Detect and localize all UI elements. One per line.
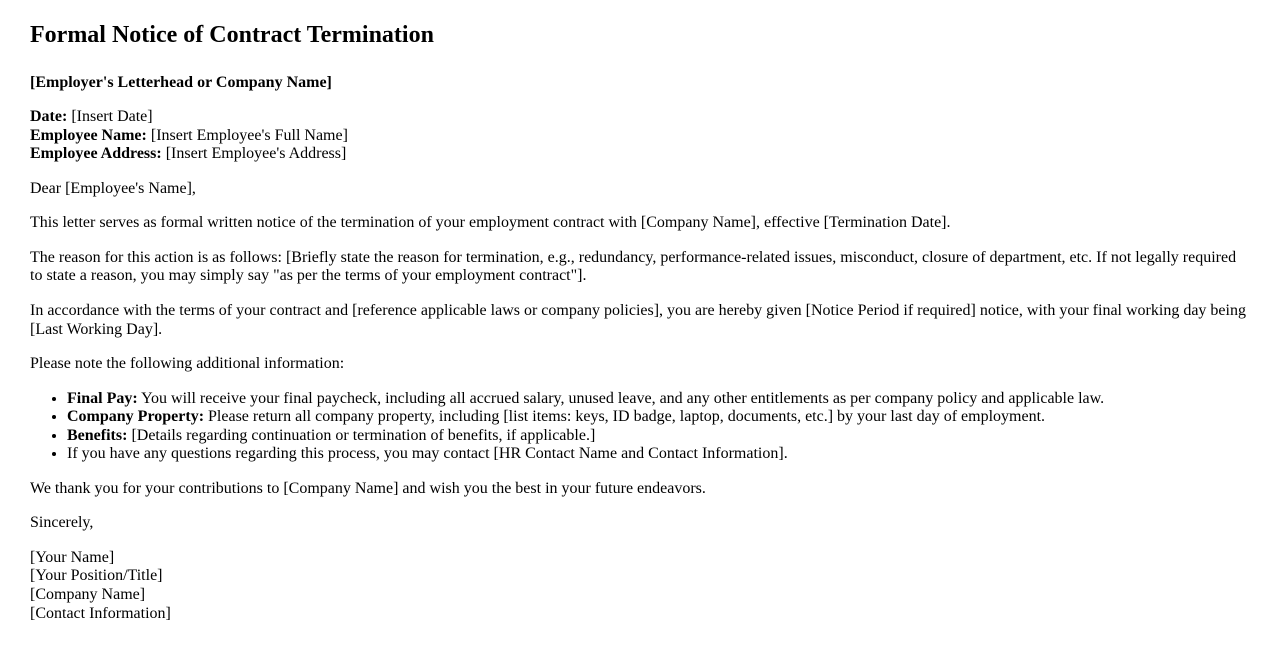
list-item-final-pay — [67, 390, 1252, 409]
list-item-company-property — [67, 408, 1252, 427]
list-item-company-property-text: Please return all company property, including [list items: keys, ID badge, laptop, documents, etc.] by your last day of employment. — [204, 408, 1046, 426]
list-item-final-pay-label: Final Pay: — [67, 389, 138, 407]
signoff: Sincerely, — [30, 514, 94, 532]
meta-employee-name-label: Employee Name: — [30, 126, 147, 144]
paragraph-reason: The reason for this action is as follows: [Briefly state the reason for termination, e.g., redundancy, performance-related issues, misconduct, closure of department, etc. If not legally required to state a reason, you may simply say "as per the terms of your employment contract"]. — [30, 248, 1237, 285]
meta-employee-name-value: [Insert Employee's Full Name] — [146, 126, 348, 144]
meta-block — [30, 108, 1252, 164]
list-item-benefits-text: [Details regarding continuation or termination of benefits, if applicable.] — [127, 426, 596, 444]
paragraph-termination-notice: This letter serves as formal written notice of the termination of your employment contract with [Company Name], effective [Termination Date]. — [30, 214, 951, 232]
meta-date-label: Date: — [30, 108, 68, 126]
additional-info-list — [30, 390, 1252, 464]
signature-position: [Your Position/Title] — [30, 567, 163, 585]
signature-company: [Company Name] — [30, 585, 146, 603]
paragraph-closing-thanks: We thank you for your contributions to [Company Name] and wish you the best in your future endeavors. — [30, 479, 706, 497]
signature-name: [Your Name] — [30, 548, 115, 566]
list-item-final-pay-text: You will receive your final paycheck, including all accrued salary, unused leave, and any other entitlements as per company policy and applicable law. — [137, 389, 1105, 407]
letterhead-placeholder: [Employer's Letterhead or Company Name] — [30, 73, 332, 91]
list-item-benefits-label: Benefits: — [67, 426, 128, 444]
document-title: Formal Notice of Contract Termination — [30, 22, 434, 48]
meta-date-line — [30, 108, 1252, 127]
signature-block — [30, 549, 1252, 623]
list-item-benefits — [67, 427, 1252, 446]
signature-contact: [Contact Information] — [30, 604, 171, 622]
paragraph-notice-period: In accordance with the terms of your contract and [reference applicable laws or company policies], you are hereby given [Notice Period if required] notice, with your final working day being [Last Working Day]. — [30, 301, 1246, 338]
salutation: Dear [Employee's Name], — [30, 179, 196, 197]
paragraph-additional-info-intro: Please note the following additional information: — [30, 355, 345, 373]
meta-employee-address-label: Employee Address: — [30, 145, 162, 163]
list-item-company-property-label: Company Property: — [67, 408, 205, 426]
meta-date-value: [Insert Date] — [67, 108, 153, 126]
list-item-hr-contact — [67, 445, 1252, 464]
meta-employee-address-value: [Insert Employee's Address] — [161, 145, 347, 163]
list-item-hr-contact-text: If you have any questions regarding this process, you may contact [HR Contact Name and Contact Information]. — [67, 445, 788, 463]
meta-employee-address-line — [30, 145, 1252, 164]
meta-employee-name-line — [30, 127, 1252, 146]
